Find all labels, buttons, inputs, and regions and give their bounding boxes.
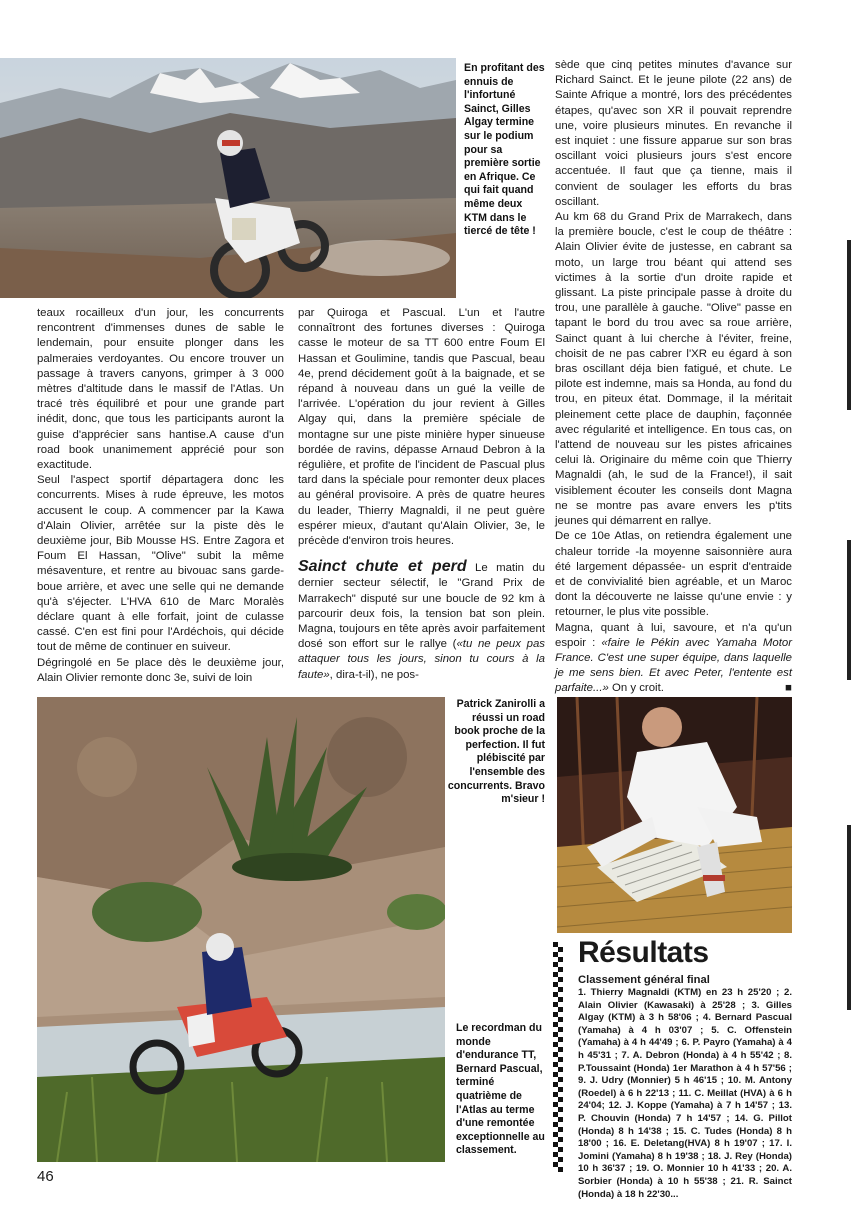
end-mark: ■: [785, 682, 792, 695]
results-title: Résultats: [578, 936, 709, 969]
edge-tab-2: [847, 540, 851, 680]
page-number: 46: [37, 1168, 54, 1185]
col3-paragraph-1: sède que cinq petites minutes d'avance sur Richard Sainct. Et le jeune pilote (22 ans) de Sainte Afrique a montré, lors des précédentes étapes, qu'avec son XR il pouvait reprendre une, voire plusieurs minutes. En revanche il est inquiet : une fissure apparue sur son bras oscillant voici plusieurs jours s'est encore accentuée. Il faut que ça tienne, mais il convient de soulager les efforts du bras oscillant.: [555, 59, 792, 208]
col1-paragraph-3: Dégringolé en 5e place dès le deuxième jour, Alain Olivier remonte donc 3e, suivi de loin: [37, 656, 284, 684]
results-list: 1. Thierry Magnaldi (KTM) en 23 h 25'20 ; 2. Alain Olivier (Kawasaki) à 25'28 ; 3. Gilles Algay (KTM) à 3 h 58'06 ; 4. Bernard Pascual (Yamaha) à 4 h 03'07 ; 5. C. Offenstein (Yamaha) à 4 h 44'49 ; 6. P. Payro (Yamaha) à 4 h 45'31 ; 7. A. Debron (Honda) à 4 h 55'42 ; 8. P.Toussaint (Honda) 1er Marathon à 4 h 57'56 ; 9. J. Udry (Monnier) 5 h 46'15 ; 10. M. Antony (Roedel) à 6 h 22'13 ; 11. C. Meillat (HVA) à 6 h 24'04; 12. J. Koppe (Yamaha) à 7 h 14'57 ; 13. P. Chouvin (Honda) 7 h 14'57 ; 14. G. Pillot (Honda) 8 h 14'38 ; 15. C. Tudes (Honda) 8 h 18'00 ; 16. E. Deletang(HVA) 8 h 19'07 ; 17. I. Jomini (Yamaha) 8 h 19'38 ; 18. J. Rey (Honda) 10 h 36'37 ; 19. O. Monnier 10 h 41'33 ; 20. A. Sorbier (Honda) à 10 h 55'38 ; 21. R. Sainct (Honda) à 18 h 22'30...: [578, 987, 792, 1200]
col1-paragraph-1: teaux rocailleux d'un jour, les concurrents rencontrent d'immenses dunes de sable le lendemain, pour ensuite plonger dans les palmeraies verdoyantes. Ou encore trouver un passage à travers canyons, grimper à 3 000 mètres d'altitude dans le massif de l'Atlas. Un tracé très équilibré et pour une grande part inédit, donc, que tous les participants auront la guise d'apprécier sans hantise.A cause d'un road book unanimement apprécié pour son exactitude.: [37, 307, 284, 472]
article-column-3: [555, 58, 792, 697]
article-column-2: [298, 306, 545, 683]
col2-p2-text: Le matin du dernier secteur sélectif, le "Grand Prix de Marrakech" disputé sur une boucle de 92 km à parcourir deux fois, la tension bat son plein. Magna, toujours en tête après avoir parfaitement dosé son effort sur le rallye (: [298, 562, 545, 651]
results-subtitle: Classement général final: [578, 974, 710, 986]
checker-border: [553, 942, 563, 1172]
col3-paragraph-3: De ce 10e Atlas, on retiendra également une chaleur torride -la moyenne saisonnière aura été largement dépassée- un esprit d'entraide et de convivialité bien agréable, et un Maroc dont la découverte ne laisse qu'une envie : y retourner, le plus vite possible.: [555, 530, 792, 619]
col3-paragraph-4: [555, 621, 792, 697]
caption-algay: En profitant des ennuis de l'infortuné Sainct, Gilles Algay termine sur le podium pour sa première sortie en Afrique. Ce qui fait quand même deux KTM dans le tiercé de tête !: [464, 62, 545, 238]
checker-pattern: [553, 942, 563, 1172]
col1-paragraph-2: Seul l'aspect sportif départagera donc les concurrents. Mises à rude épreuve, les motos accusent le coup. A commencer par la Kawa d'Alain Olivier, arrêtée sur la piste dès le deuxième jour, Bib Mousse HS. Entre Zagora et Foum El Hassan, "Olive" subit la même mésaventure, et rentre au bivouac sans garde-boue arrière, et avec une selle qui ne demande qu'à s'éjecter. L'HVA 610 de Marc Moralès déclare quant à elle forfait, joint de culasse cassé. C'en est fini pour l'Ardéchois, qui décide tout de même de continuer en suiveur.: [37, 474, 284, 654]
article-column-1: [37, 306, 284, 686]
results-box: [578, 936, 792, 1201]
col3-p4-start: Magna, quant à lui, savoure, et n'a qu'un espoir :: [555, 621, 792, 649]
photo-caption-middle: [444, 698, 545, 807]
section-subhead: Sainct chute et perd: [298, 558, 467, 576]
col2-p2-end: , dira-t-il), ne pos-: [329, 668, 419, 681]
col3-paragraph-2: Au km 68 du Grand Prix de Marrakech, dans la première boucle, c'est le coup de théâtre : Alain Olivier évite de justesse, en cabrant sa moto, un large trou béant qui attend ses victimes à la sortie d'un droite rapide et glissant. La piste principale passe à droite du trou, une parallèle à gauche. "Olive" passe en tapant le bord du trou avec sa roue arrière, Sainct quant à lui cherche à l'éviter, freine, choisit de ne pas cabrer l'XR eu égard à son bras oscillant déja bien fatigué, et chute. Le pilote est indemne, mais sa Honda, au fond du trou, en piteux état. Dommage, il la méritait pleinement cette place de dauphin, façonnée avec régularité et intelligence. En tous cas, on l'attend de nouveau sur les pistes africaines celui là. Originaire du même coin que Thierry Magnaldi (ah, le sud de la France!), il sait visiblement écouter les conseils dont Magna ne se montre pas avare envers les p'tits jeunes qui démarrent en rallye.: [555, 211, 792, 528]
col3-p4-end: On y croit.: [608, 682, 664, 695]
photo-pascual-canyon: [37, 697, 445, 1162]
photo-zanirolli-newspaper: [557, 697, 792, 933]
caption-pascual: Le recordman du monde d'endurance TT, Bernard Pascual, terminé quatrième de l'Atlas au terme d'une remontée exceptionnelle au classement.: [456, 1022, 545, 1157]
photo-caption-top: [464, 62, 548, 239]
edge-tab-1: [847, 240, 851, 410]
col3-quote: «faire le Pékin avec Yamaha Motor France. C'est une super équipe, dans laquelle je me sens bien. Et avec Peter, l'entente est parfaite...»: [555, 636, 792, 695]
col2-paragraph-1: par Quiroga et Pascual. L'un et l'autre connaîtront des fortunes diverses : Quiroga casse le moteur de sa TT 600 entre Foum El Hassan et Goulimine, tandis que Pascual, beau 4e, prend décidement goût à la baignade, et se répand à nouveau dans un gué la veille de l'arrivée. L'opération du jour revient à Gilles Algay qui, dans la première spéciale de montagne sur une piste minière hyper sinueuse bordée de ravins, dépasse Arnaud Debron à la régulière, et profite de l'incident de Pascual plus tard dans la spéciale pour remonter deux places au général provisoire. A près de quatre heures du leader, Thierry Magnaldi, il ne peut guère espérer mieux, d'autant qu'Alain Olivier, 3e, le précède d'environ trois heures.: [298, 307, 545, 548]
caption-zanirolli: Patrick Zanirolli a réussi un road book proche de la perfection. Il fut plébiscité par l'ensemble des concurrents. Bravo m'sieur !: [447, 698, 545, 806]
col2-paragraph-2: [298, 559, 545, 683]
edge-tab-3: [847, 825, 851, 1010]
photo-caption-bottom: [456, 1022, 546, 1158]
photo-rider-mountains: [0, 58, 456, 298]
col2-quote: «tu ne peux pas attaquer tous les jours, sinon tu cours à la faute»: [298, 638, 545, 681]
